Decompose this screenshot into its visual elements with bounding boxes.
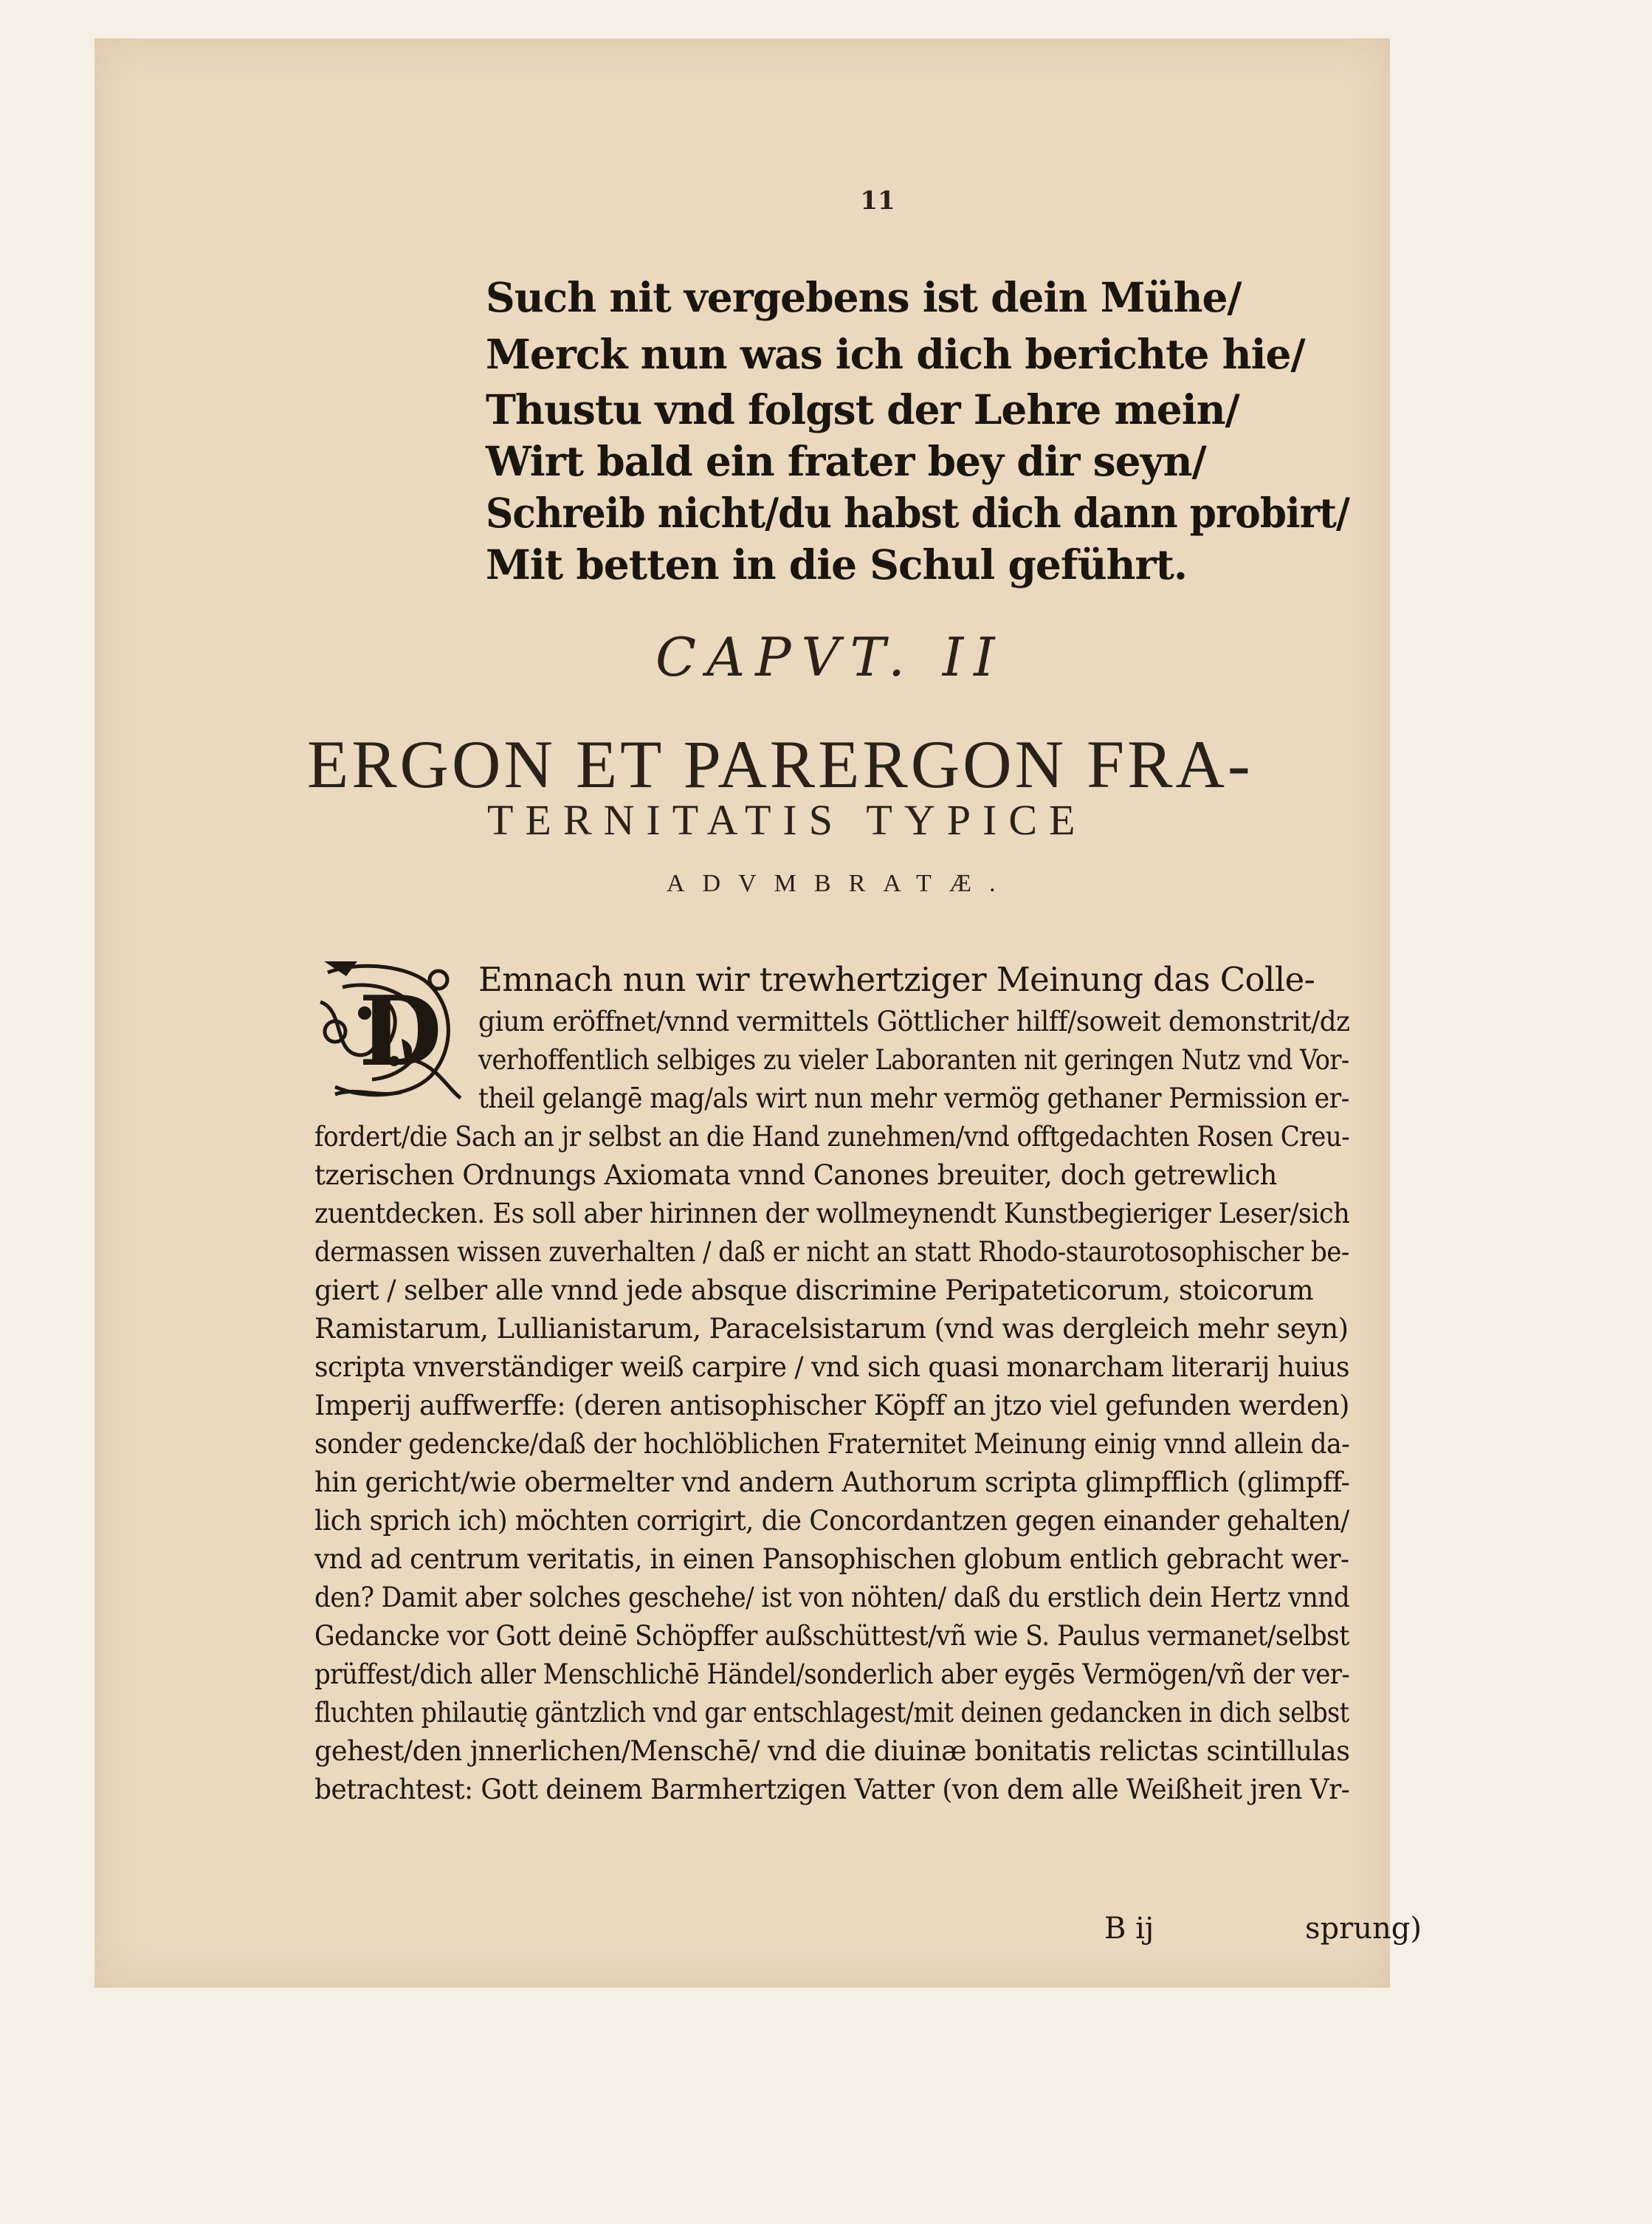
verse-line: Schreib nicht/du habst dich dann probirt/ bbox=[486, 489, 1349, 537]
body-line: sonder gedencke/daß der hochlöblichen Fraternitet Meinung einig vnnd allein da- bbox=[314, 1428, 1350, 1460]
body-line: tzerischen Ordnungs Axiomata vnnd Canones breuiter, doch getrewlich bbox=[314, 1159, 1277, 1191]
body-line: prüffest/dich aller Menschlichē Händel/sonderlich aber eygēs Vermögen/vñ der ver- bbox=[314, 1658, 1350, 1690]
verse-line: Wirt bald ein frater bey dir seyn/ bbox=[486, 437, 1206, 485]
body-line: gium eröffnet/vnnd vermittels Göttlicher hilff/soweit demonstrit/dz bbox=[478, 1006, 1350, 1037]
verse-line: Merck nun was ich dich berichte hie/ bbox=[486, 330, 1305, 378]
title-line: TERNITATIS TYPICE bbox=[487, 796, 1087, 844]
verse-line: Mit betten in die Schul geführt. bbox=[486, 540, 1188, 588]
drop-cap-ornament bbox=[313, 958, 464, 1105]
body-line: theil gelangē mag/als wirt nun mehr vermög gethaner Permission er- bbox=[478, 1082, 1349, 1114]
verse-line: Thustu vnd folgst der Lehre mein/ bbox=[486, 385, 1239, 433]
body-line: zuentdecken. Es soll aber hirinnen der wollmeynendt Kunstbegieriger Leser/sich bbox=[314, 1198, 1350, 1229]
title-line: ERGON ET PARERGON FRA- bbox=[307, 727, 1253, 802]
book-page bbox=[94, 38, 1422, 1988]
body-line: hin gericht/wie obermelter vnd andern Authorum scripta glimpfflich (glimpff- bbox=[314, 1466, 1350, 1498]
body-line: Emnach nun wir trewhertziger Meinung das Colle- bbox=[478, 960, 1315, 999]
body-line: Ramistarum, Lullianistarum, Paracelsistarum (vnd was dergleich mehr seyn) bbox=[314, 1313, 1349, 1345]
body-line: den? Damit aber solches geschehe/ ist von nöhten/ daß du erstlich dein Hertz vnnd bbox=[314, 1582, 1350, 1613]
body-line: fordert/die Sach an jr selbst an die Hand zunehmen/vnd offtgedachten Rosen Creu- bbox=[314, 1121, 1350, 1153]
signature-mark: B ij bbox=[1104, 1912, 1154, 1946]
body-line: gehest/den jnnerlichen/Menschē/ vnd die diuinæ bonitatis relictas scintillulas bbox=[314, 1735, 1350, 1767]
body-line: fluchten philautię gäntzlich vnd gar entschlagest/mit deinen gedancken in dich selbst bbox=[314, 1697, 1349, 1729]
body-line: dermassen wissen zuverhalten / daß er nicht an statt Rhodo-staurotosophischer be- bbox=[314, 1236, 1349, 1268]
body-line: giert / selber alle vnnd jede absque discrimine Peripateticorum, stoicorum bbox=[314, 1274, 1314, 1306]
body-line: vnd ad centrum veritatis, in einen Pansophischen globum entlich gebracht wer- bbox=[314, 1543, 1349, 1575]
page-number: 11 bbox=[860, 186, 895, 216]
chapter-heading: CAPVT. II bbox=[655, 626, 1005, 688]
body-line: scripta vnverständiger weiß carpire / vnd sich quasi monarcham literarij huius bbox=[314, 1351, 1349, 1383]
body-line: Imperij auffwerffe: (deren antisophischer Köpff an jtzo viel gefunden werden) bbox=[314, 1390, 1349, 1421]
body-line: betrachtest: Gott deinem Barmhertzigen Vatter (von dem alle Weißheit jren Vr- bbox=[314, 1774, 1350, 1805]
body-line: lich sprich ich) möchten corrigirt, die Concordantzen gegen einander gehalten/ bbox=[314, 1505, 1349, 1537]
verse-line: Such nit vergebens ist dein Mühe/ bbox=[486, 273, 1242, 321]
catchword: sprung) bbox=[1305, 1912, 1422, 1946]
body-line: Gedancke vor Gott deinē Schöpffer außschüttest/vñ wie S. Paulus vermanet/selbst bbox=[314, 1620, 1349, 1652]
drop-cap-letter: D bbox=[359, 975, 442, 1088]
body-line: verhoffentlich selbiges zu vieler Laboranten nit geringen Nutz vnd Vor- bbox=[478, 1044, 1349, 1076]
title-line: ADVMBRATÆ. bbox=[667, 870, 1013, 897]
